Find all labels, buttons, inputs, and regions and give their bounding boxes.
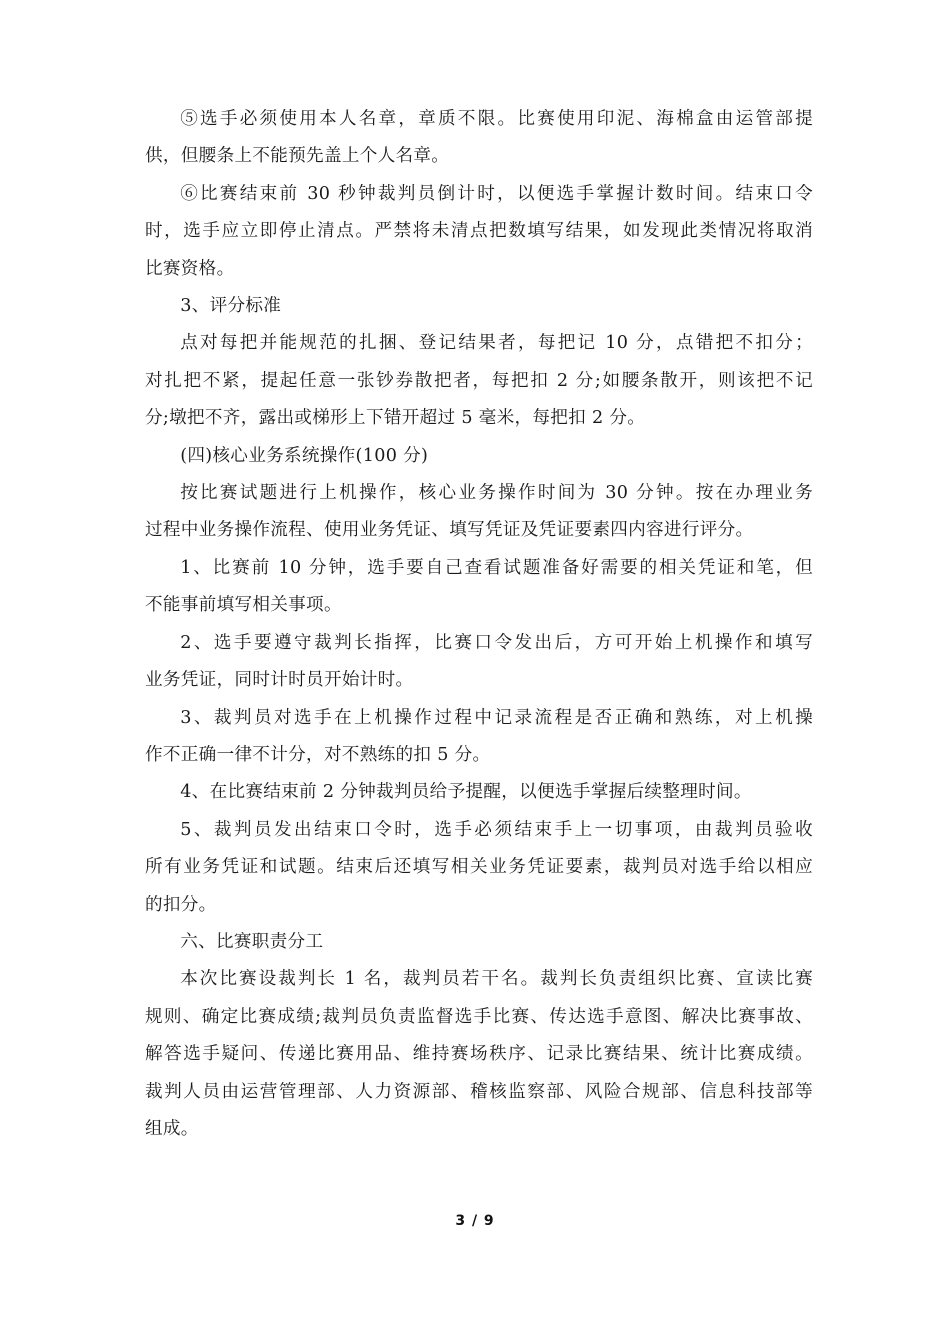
paragraph [145,101,813,176]
text-line: 供，但腰条上不能预先盖上个人名章。 [145,146,450,167]
text-line: 2、选手要遵守裁判长指挥，比赛口令发出后，方可开始上机操作和填写 [180,632,813,653]
text-line: 规则、确定比赛成绩;裁判员负责监督选手比赛、传达选手意图、解决比赛事故、 [145,1006,813,1027]
paragraph [145,700,813,775]
paragraph [145,550,813,625]
text-line: 比赛资格。 [145,258,235,279]
paragraph [145,625,813,700]
text-line: 过程中业务操作流程、使用业务凭证、填写凭证及凭证要素四内容进行评分。 [145,520,754,541]
paragraph [145,774,813,811]
page-number: 3 / 9 [455,1213,495,1229]
document-body [145,101,813,1148]
text-line: 解答选手疑问、传递比赛用品、维持赛场秩序、记录比赛结果、统计比赛成绩。 [145,1044,813,1065]
paragraph [145,961,813,1148]
text-line: 不能事前填写相关事项。 [145,595,342,616]
text-line: 组成。 [145,1118,199,1139]
text-line: 对扎把不紧，提起任意一张钞券散把者，每把扣 2 分;如腰条散开，则该把不记 [145,370,813,391]
text-line: 裁判人员由运营管理部、人力资源部、稽核监察部、风险合规部、信息科技部等 [145,1081,813,1102]
text-line: 点对每把并能规范的扎捆、登记结果者，每把记 10 分，点错把不扣分； [180,333,813,354]
text-line: 3、裁判员对选手在上机操作过程中记录流程是否正确和熟练，对上机操 [180,707,813,728]
text-line: 分;墩把不齐，露出或梯形上下错开超过 5 毫米，每把扣 2 分。 [145,408,646,429]
text-line: 4、在比赛结束前 2 分钟裁判员给予提醒，以便选手掌握后续整理时间。 [180,782,752,803]
text-line: 时，选手应立即停止清点。严禁将未清点把数填写结果，如发现此类情况将取消 [145,221,813,242]
section-heading [145,438,813,475]
text-line: 所有业务凭证和试题。结束后还填写相关业务凭证要素，裁判员对选手给以相应 [145,857,813,878]
section-heading [145,924,813,961]
paragraph [145,812,813,924]
text-line: 业务凭证，同时计时员开始计时。 [145,670,414,691]
text-line: 按比赛试题进行上机操作，核心业务操作时间为 30 分钟。按在办理业务 [180,483,813,504]
text-line: ⑤选手必须使用本人名章，章质不限。比赛使用印泥、海棉盒由运管部提 [180,109,813,129]
text-line: 1、比赛前 10 分钟，选手要自己查看试题准备好需要的相关凭证和笔，但 [180,557,813,578]
text-line: 5、裁判员发出结束口令时，选手必须结束手上一切事项，由裁判员验收 [180,819,813,840]
text-line: 六、比赛职责分工 [180,931,324,952]
text-line: 的扣分。 [145,894,217,915]
text-line: 本次比赛设裁判长 1 名，裁判员若干名。裁判长负责组织比赛、宣读比赛 [180,969,813,990]
paragraph [145,176,813,288]
text-line: ⑥比赛结束前 30 秒钟裁判员倒计时，以便选手掌握计数时间。结束口令 [180,183,813,204]
text-line: 3、评分标准 [180,296,282,317]
text-line: (四)核心业务系统操作(100 分) [180,445,429,466]
section-heading [145,288,813,325]
paragraph [145,325,813,437]
paragraph [145,475,813,550]
text-line: 作不正确一律不计分，对不熟练的扣 5 分。 [145,744,491,765]
